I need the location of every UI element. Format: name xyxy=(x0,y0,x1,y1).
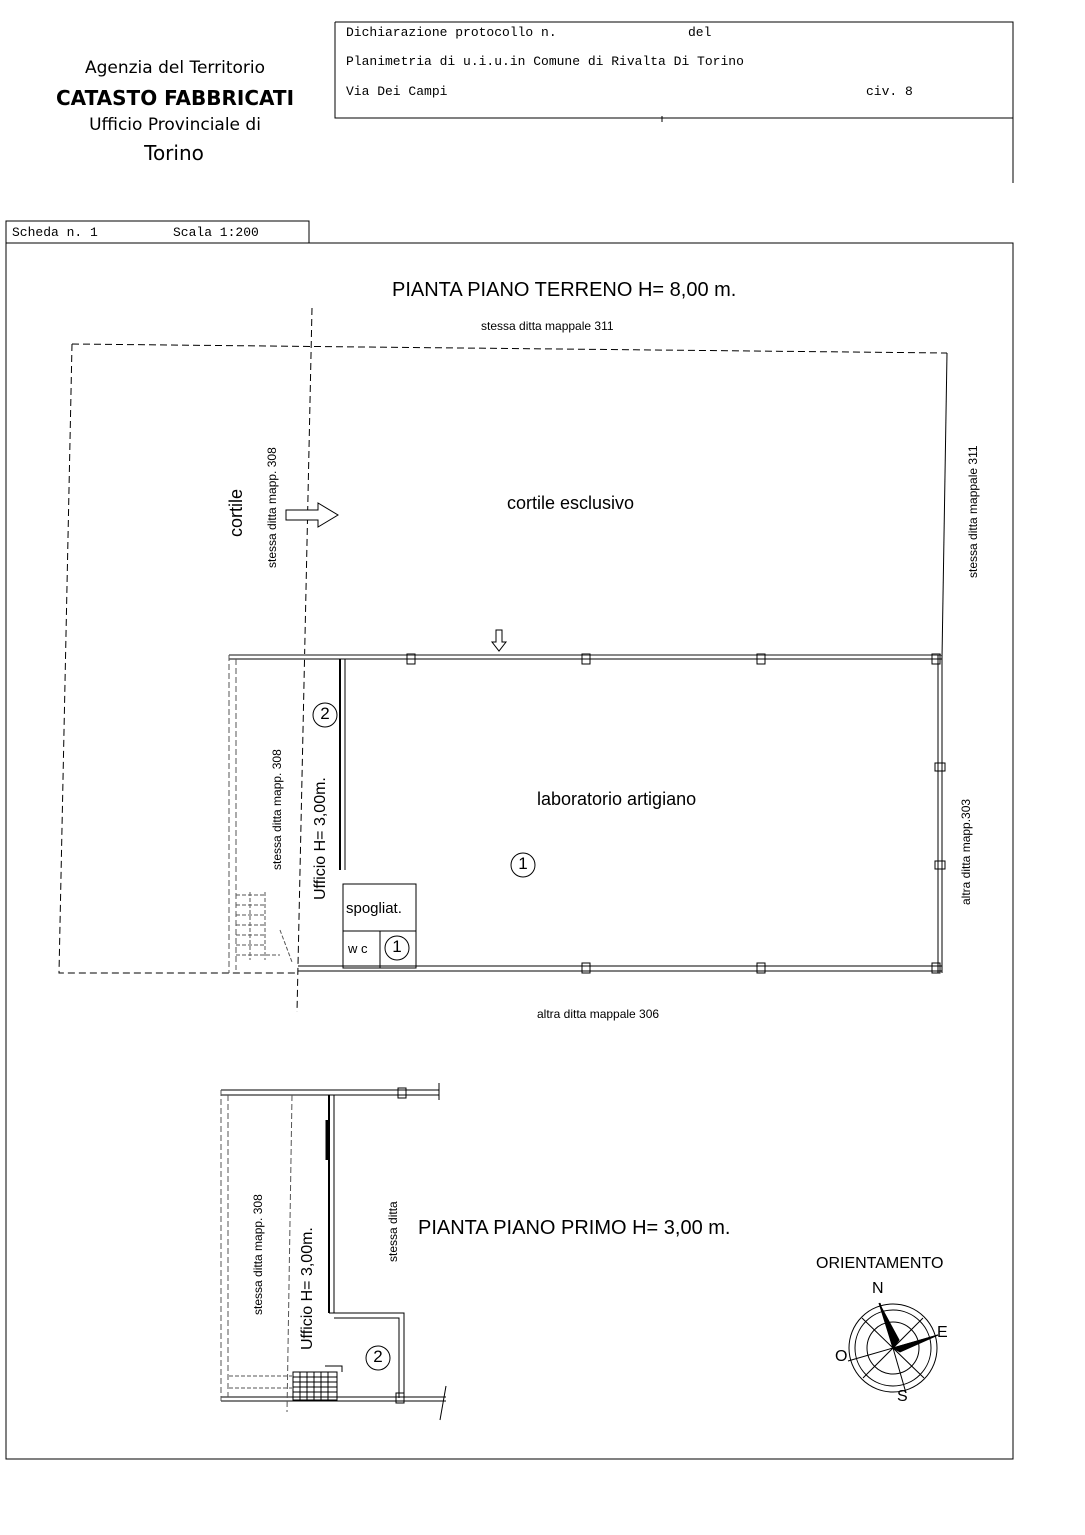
office-name: Ufficio Provinciale di xyxy=(89,115,261,135)
west-neighbor-label-bottom: stessa ditta mapp. 308 xyxy=(270,749,284,870)
civic-number: civ. 8 xyxy=(866,84,913,99)
compass-west: O xyxy=(835,1348,848,1365)
locker-room-label: spogliat. xyxy=(346,900,402,917)
east-neighbor-label-bottom: altra ditta mapp.303 xyxy=(959,798,973,905)
east-neighbor-label-top: stessa ditta mappale 311 xyxy=(966,445,980,578)
compass-north: N xyxy=(872,1280,884,1297)
south-neighbor-label: altra ditta mappale 306 xyxy=(537,1007,660,1021)
workshop-label: laboratorio artigiano xyxy=(537,789,697,809)
ground-floor-title: PIANTA PIANO TERRENO H= 8,00 m. xyxy=(392,279,737,301)
compass-south: S xyxy=(897,1388,908,1405)
courtyard-label: cortile xyxy=(226,488,246,537)
office-city: Torino xyxy=(144,141,204,165)
protocol-del: del xyxy=(688,25,712,40)
first-floor-title: PIANTA PIANO PRIMO H= 3,00 m. xyxy=(418,1217,731,1239)
sheet-number: Scheda n. 1 xyxy=(12,225,98,240)
unit-marker-2-ground: 2 xyxy=(320,704,330,723)
first-west-neighbor-label: stessa ditta mapp. 308 xyxy=(251,1194,265,1315)
north-neighbor-label: stessa ditta mappale 311 xyxy=(481,319,614,333)
sheet-scale: Scala 1:200 xyxy=(173,225,259,240)
compass-rose-icon xyxy=(848,1303,938,1393)
ground-office-label: Ufficio H= 3,00m. xyxy=(312,777,329,900)
unit-marker-2-first: 2 xyxy=(373,1347,383,1366)
exclusive-courtyard-label: cortile esclusivo xyxy=(507,493,635,513)
first-office-label: Ufficio H= 3,00m. xyxy=(299,1227,316,1350)
first-same-owner-label: stessa ditta xyxy=(386,1201,400,1262)
registry-name: CATASTO FABBRICATI xyxy=(55,86,295,110)
protocol-label: Dichiarazione protocollo n. xyxy=(346,25,557,40)
wc-label: w c xyxy=(348,941,368,956)
agency-name: Agenzia del Territorio xyxy=(84,58,266,78)
orientation-label: ORIENTAMENTO xyxy=(816,1255,944,1272)
unit-marker-1-wc: 1 xyxy=(392,937,402,956)
street-address: Via Dei Campi xyxy=(346,84,448,99)
west-neighbor-label-top: stessa ditta mapp. 308 xyxy=(265,447,279,568)
compass-east: E xyxy=(937,1324,948,1341)
unit-marker-1-workshop: 1 xyxy=(518,854,528,873)
plan-line: Planimetria di u.i.u.in Comune di Rivalta Di Torino xyxy=(346,54,744,69)
